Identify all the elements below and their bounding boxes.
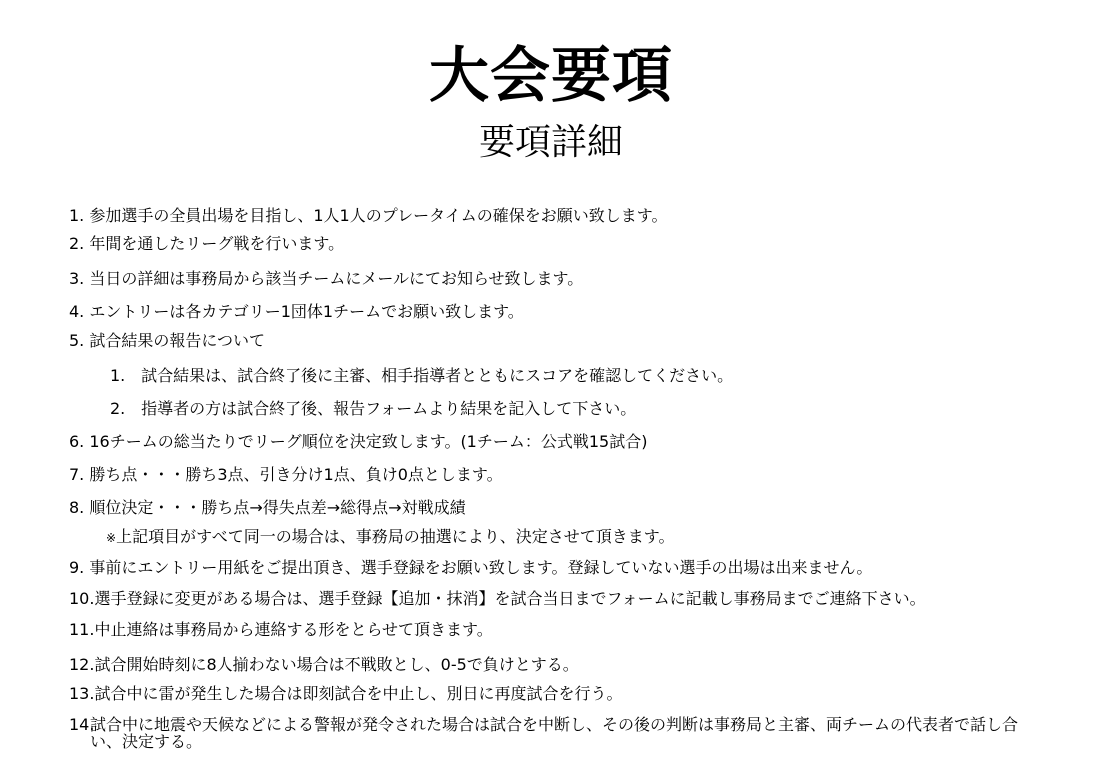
- item-number: 13.: [69, 684, 95, 703]
- page-title: 大会要項: [429, 41, 673, 111]
- item-number: 9.: [69, 558, 85, 577]
- list-item: [69, 655, 579, 675]
- list-item: [69, 684, 622, 704]
- list-item: [69, 331, 265, 351]
- list-item: [69, 465, 503, 485]
- list-item: [69, 589, 926, 609]
- item-text: 当日の詳細は事務局から該当チームにメールにてお知らせ致します。: [89, 269, 584, 288]
- list-item: [69, 302, 524, 322]
- list-item: [69, 498, 466, 518]
- item-number: 11.: [69, 620, 95, 639]
- note-line: [106, 527, 674, 548]
- item-number: 6.: [69, 432, 85, 451]
- list-item: [69, 716, 1030, 750]
- item-text: エントリーは各カテゴリー1団体1チームでお願い致します。: [89, 302, 524, 321]
- item-number: 4.: [69, 302, 85, 321]
- item-text: 試合結果の報告について: [89, 331, 266, 350]
- item-number: 3.: [69, 269, 85, 288]
- item-number: 8.: [69, 498, 85, 517]
- item-text: 中止連絡は事務局から連絡する形をとらせて頂きます。: [94, 620, 493, 639]
- list-item: [69, 558, 872, 578]
- sub-list-item: [110, 366, 733, 386]
- list-item: [69, 206, 667, 226]
- list-item: [69, 432, 647, 452]
- item-text: 年間を通したリーグ戦を行います。: [89, 234, 345, 253]
- item-text: 順位決定・・・勝ち点→得失点差→総得点→対戦成績: [89, 498, 466, 517]
- sub-item-number: 2.: [110, 399, 126, 418]
- sub-item-number: 1.: [110, 366, 126, 385]
- list-item: [69, 234, 344, 254]
- item-number: 7.: [69, 465, 85, 484]
- item-number: 5.: [69, 331, 85, 350]
- item-number: 1.: [69, 206, 85, 225]
- sub-item-text: 指導者の方は試合終了後、報告フォームより結果を記入して下さい。: [141, 399, 637, 418]
- note-text: 上記項目がすべて同一の場合は、事務局の抽選により、決定させて頂きます。: [116, 527, 675, 546]
- item-text: 事前にエントリー用紙をご提出頂き、選手登録をお願い致します。登録していない選手の出場は出来ません。: [89, 558, 873, 577]
- item-number: 14.: [69, 715, 95, 734]
- item-text: 勝ち点・・・勝ち3点、引き分け1点、負け0点とします。: [89, 465, 503, 484]
- item-text: 試合中に地震や天候などによる警報が発令された場合は試合を中断し、その後の判断は事務局と主審、両チームの代表者で話し合い、決定する。: [90, 715, 1019, 751]
- list-item: [69, 269, 583, 289]
- item-text: 試合開始時刻に8人揃わない場合は不戦敗とし、0-5で負けとする。: [94, 655, 579, 674]
- item-number: 10.: [69, 589, 95, 608]
- item-number: 12.: [69, 655, 95, 674]
- item-text: 試合中に雷が発生した場合は即刻試合を中止し、別日に再度試合を行う。: [94, 684, 623, 703]
- sub-list-item: [110, 399, 636, 419]
- item-text: 選手登録に変更がある場合は、選手登録【追加・抹消】を試合当日までフォームに記載し事務局までご連絡下さい。: [94, 589, 926, 608]
- item-number: 2.: [69, 234, 85, 253]
- page-subtitle: 要項詳細: [478, 122, 623, 163]
- note-mark: ※: [106, 530, 117, 545]
- sub-item-text: 試合結果は、試合終了後に主審、相手指導者とともにスコアを確認してください。: [141, 366, 734, 385]
- list-item: [69, 620, 493, 640]
- item-text: 16チームの総当たりでリーグ順位を決定致します。(1チーム：公式戦15試合): [89, 432, 648, 451]
- item-text: 参加選手の全員出場を目指し、1人1人のプレータイムの確保をお願い致します。: [89, 206, 668, 225]
